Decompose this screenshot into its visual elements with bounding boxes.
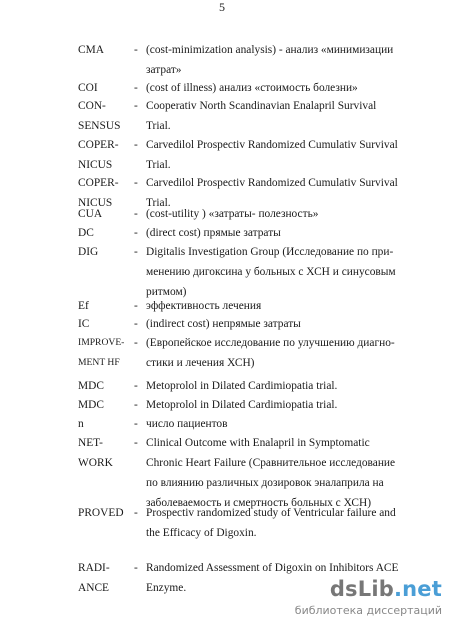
abbreviation-term-line: SENSUS [78, 120, 121, 132]
definition-line: (Европейское исследование по улучшению диагно- [146, 337, 395, 349]
definition-line: Clinical Outcome with Enalapril in Symptomatic [146, 437, 370, 449]
entry-dash: - [134, 300, 138, 312]
abbreviation-term-line: ANCE [78, 582, 110, 594]
entry-dash: - [134, 399, 138, 411]
abbreviation-definition [146, 376, 398, 396]
abbreviation-term [78, 395, 134, 415]
abbreviation-term-line: MDC [78, 399, 104, 411]
abbreviation-entry [0, 96, 450, 136]
definition-line: эффективность лечения [146, 300, 262, 312]
abbreviation-term-line: COI [78, 82, 98, 94]
abbreviation-term [78, 204, 134, 224]
definition-line: Enzyme. [146, 582, 187, 594]
abbreviation-entry [0, 503, 450, 543]
abbreviation-term [78, 558, 134, 598]
entry-dash: - [134, 227, 138, 239]
entry-dash: - [134, 337, 138, 349]
abbreviation-term [78, 414, 134, 434]
definition-line: Trial. [146, 120, 171, 132]
abbreviation-definition [146, 78, 398, 98]
entry-dash: - [134, 318, 138, 330]
abbreviation-definition [146, 296, 398, 316]
entry-dash: - [134, 208, 138, 220]
definition-line: Digitalis Investigation Group (Исследование по при- [146, 246, 394, 258]
entry-dash: - [134, 44, 138, 56]
abbreviation-definition [146, 433, 398, 513]
abbreviation-term [78, 376, 134, 396]
abbreviation-term [78, 333, 134, 373]
entry-dash: - [134, 246, 138, 258]
abbreviation-term-line: DC [78, 227, 94, 239]
definition-line: Randomized Assessment of Digoxin on Inhibitors ACE [146, 562, 399, 574]
abbreviation-term [78, 135, 134, 175]
abbreviation-definition [146, 96, 398, 136]
entry-dash: - [134, 437, 138, 449]
abbreviation-definition [146, 242, 398, 302]
abbreviation-term [78, 314, 134, 334]
abbreviation-definition [146, 333, 398, 373]
abbreviation-term-line: IC [78, 318, 90, 330]
abbreviation-definition [146, 135, 398, 175]
abbreviation-term [78, 40, 134, 60]
abbreviation-definition [146, 414, 398, 434]
page-number: 5 [219, 0, 225, 14]
abbreviation-term-line: MDC [78, 380, 104, 392]
abbreviation-term-line: NICUS [78, 197, 113, 209]
entry-dash: - [134, 100, 138, 112]
definition-line: менению дигоксина у больных с ХСН и синусовым [146, 266, 396, 278]
definition-line: затрат» [146, 64, 182, 76]
dslib-watermark [292, 577, 442, 621]
abbreviation-term [78, 242, 134, 262]
abbreviation-entry [0, 135, 450, 175]
entry-dash: - [134, 139, 138, 151]
watermark-subtitle: библиотека диссертаций [294, 604, 442, 617]
abbreviation-definition [146, 395, 398, 415]
abbreviation-term [78, 223, 134, 243]
watermark-logo [330, 577, 442, 601]
definition-line: Trial. [146, 197, 171, 209]
definition-line: (indirect cost) непрямые затраты [146, 318, 301, 330]
abbreviation-definition [146, 503, 398, 543]
abbreviation-term-line: WORK [78, 457, 113, 469]
abbreviation-term-line: CMA [78, 44, 104, 56]
abbreviation-term-line: n [78, 418, 84, 430]
abbreviation-term-line: CUA [78, 208, 103, 220]
abbreviation-term [78, 78, 134, 98]
definition-line: Cooperativ North Scandinavian Enalapril Survival [146, 100, 377, 112]
abbreviation-entry [0, 40, 450, 80]
abbreviation-term-line: COPER- [78, 177, 119, 189]
definition-line: Metoprolol in Dilated Cardimiopatia trial. [146, 380, 338, 392]
abbreviation-entry [0, 242, 450, 298]
definition-line: (cost-minimization analysis) - анализ «минимизации [146, 44, 394, 56]
definition-line: по влиянию различных дозировок эналаприла на [146, 477, 384, 489]
abbreviation-term-line: NICUS [78, 159, 113, 171]
abbreviation-term-line: DIG [78, 246, 99, 258]
abbreviation-term-line: Ef [78, 300, 89, 312]
entry-dash: - [134, 418, 138, 430]
entry-dash: - [134, 82, 138, 94]
definition-line: (cost of illness) анализ «стоимость болезни» [146, 82, 358, 94]
abbreviation-term-line: CON- [78, 100, 106, 112]
definition-line: Trial. [146, 159, 171, 171]
definition-line: число пациентов [146, 418, 228, 430]
entry-dash: - [134, 380, 138, 392]
entry-dash: - [134, 507, 138, 519]
definition-line: заболеваемость и смертность больных с ХСН) [146, 497, 371, 509]
entry-dash: - [134, 562, 138, 574]
abbreviation-definition [146, 204, 398, 224]
abbreviation-term [78, 503, 134, 523]
entry-dash: - [134, 177, 138, 189]
abbreviation-term-line: COPER- [78, 139, 119, 151]
definition-line: Chronic Heart Failure (Сравнительное исследование [146, 457, 396, 469]
definition-line: (direct cost) прямые затраты [146, 227, 281, 239]
abbreviation-term-line: PROVED [78, 507, 124, 519]
definition-line: Carvedilol Prospectiv Randomized Cumulativ Survival [146, 177, 398, 189]
abbreviation-term-line: MENT HF [78, 357, 120, 368]
abbreviation-term [78, 433, 134, 473]
definition-line: Carvedilol Prospectiv Randomized Cumulativ Survival [146, 139, 398, 151]
abbreviation-definition [146, 314, 398, 334]
definition-line: Metoprolol in Dilated Cardimiopatia trial. [146, 399, 338, 411]
watermark-brand-part2: .net [393, 577, 442, 601]
watermark-brand-part1: dsLib [329, 577, 394, 601]
abbreviation-term-line: RADI- [78, 562, 110, 574]
definition-line: Prospectiv randomized study of Ventricular failure and [146, 507, 396, 519]
abbreviation-definition [146, 223, 398, 243]
abbreviation-term [78, 296, 134, 316]
abbreviation-entry [0, 333, 450, 373]
definition-line: стики и лечения ХСН) [146, 357, 255, 369]
definition-line: (cost-utility ) «затраты- полезность» [146, 208, 319, 220]
abbreviation-term-line: IMPROVE- [78, 337, 125, 348]
definition-line: the Efficacy of Digoxin. [146, 527, 257, 539]
abbreviation-term [78, 96, 134, 136]
abbreviation-definition [146, 40, 398, 80]
abbreviation-term-line: NET- [78, 437, 103, 449]
definition-line: ритмом) [146, 286, 187, 298]
abbreviation-entry [0, 433, 450, 509]
